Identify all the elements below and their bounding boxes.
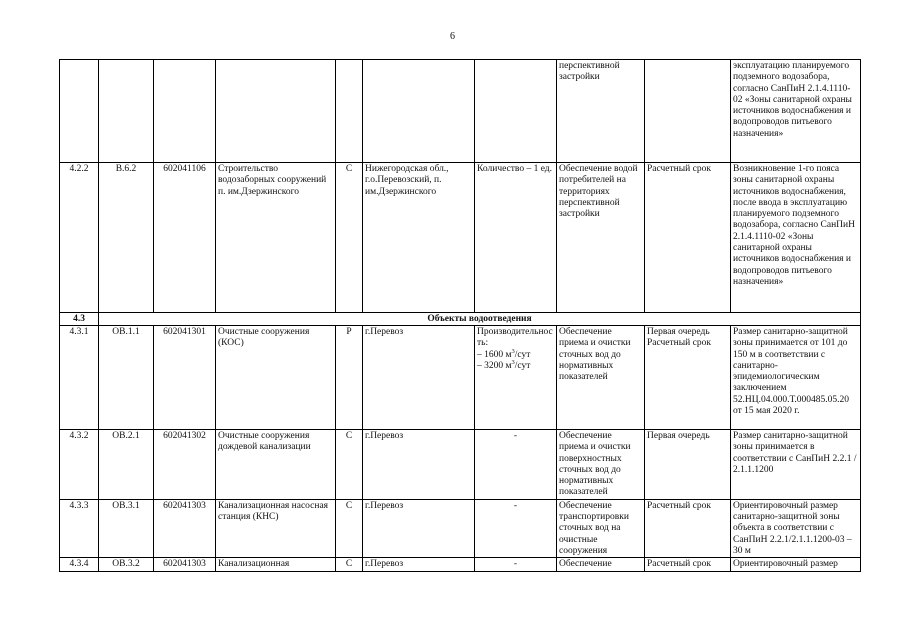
cell-status: Р (336, 326, 363, 430)
cell-reg-code: 602041106 (154, 163, 216, 313)
cell-code: В.6.2 (99, 163, 154, 313)
cell-code: ОВ.3.1 (99, 499, 154, 557)
cell-location: г.Перевоз (363, 326, 475, 430)
cell-location (363, 60, 475, 163)
cell-capacity: - (475, 558, 557, 571)
capacity-value: – 3200 $м^3$/сут (477, 358, 531, 371)
cell-capacity: Количество – 1 ед. (475, 163, 557, 313)
section-row (60, 313, 861, 326)
cell-capacity (475, 60, 557, 163)
cell-purpose: перспективной застройки (557, 60, 645, 163)
cell-reg-code: 602041303 (154, 558, 216, 571)
cell-num: 4.3.2 (60, 430, 99, 500)
cell-name: Очистные сооружения (КОС) (216, 326, 336, 430)
cell-reg-code (154, 60, 216, 163)
section-number: 4.3 (60, 313, 99, 326)
cell-notes: Возникновение 1-го пояса зоны санитарной охраны источников водоснабжения, после ввода в эксплуатацию планируемого подземного водозабора, согласно СанПиН 2.1.4.1110-02 «Зоны санитарной охраны источников водоснабжения и водопроводов питьевого назначения» (731, 163, 861, 313)
cell-num: 4.3.3 (60, 499, 99, 557)
cell-code: ОВ.3.2 (99, 558, 154, 571)
cell-stage: Расчетный срок (645, 499, 731, 557)
table-row (60, 326, 861, 430)
cell-code: ОВ.2.1 (99, 430, 154, 500)
cell-notes: Ориентировочный размер санитарно-защитной зоны объекта в соответствии с СанПиН 2.2.1/2.1.1.1200-03 – 30 м (731, 499, 861, 557)
cell-purpose: Обеспечение приема и очистки сточных вод до нормативных показателей (557, 326, 645, 430)
cell-num: 4.2.2 (60, 163, 99, 313)
cell-stage: Расчетный срок (645, 558, 731, 571)
cell-notes: эксплуатацию планируемого подземного водозабора, согласно СанПиН 2.1.4.1110-02 «Зоны санитарной охраны источников водоснабжения и водопроводов питьевого назначения» (731, 60, 861, 163)
cell-name: Канализационная насосная станция (КНС) (216, 499, 336, 557)
page-number: 6 (450, 31, 455, 42)
cell-stage (645, 60, 731, 163)
cell-notes: Размер санитарно-защитной зоны принимается в соответствии с СанПиН 2.2.1 / 2.1.1.1200 (731, 430, 861, 500)
cell-location: Нижегородская обл., г.о.Перевозский, п. им.Дзержинского (363, 163, 475, 313)
cell-name: Канализационная (216, 558, 336, 571)
section-title: Объекты водоотведения (99, 313, 861, 326)
cell-num: 4.3.4 (60, 558, 99, 571)
cell-status: С (336, 558, 363, 571)
cell-stage: Расчетный срок (645, 163, 731, 313)
capacity-heading: Производительность: (477, 327, 553, 349)
cell-name (216, 60, 336, 163)
cell-purpose: Обеспечение (557, 558, 645, 571)
cell-name: Очистные сооружения дождевой канализации (216, 430, 336, 500)
cell-reg-code: 602041301 (154, 326, 216, 430)
cell-purpose: Обеспечение транспортировки сточных вод на очистные сооружения (557, 499, 645, 557)
cell-code (99, 60, 154, 163)
table-row (60, 430, 861, 500)
cell-notes: Размер санитарно-защитной зоны принимается от 101 до 150 м в соответствии с санитарно-эпидемиологическим заключением 52.НЦ.04.000.Т.000485.05.20 от 15 мая 2020 г. (731, 326, 861, 430)
cell-reg-code: 602041303 (154, 499, 216, 557)
table-row (60, 60, 861, 163)
cell-status: С (336, 430, 363, 500)
cell-capacity (475, 326, 557, 430)
cell-reg-code: 602041302 (154, 430, 216, 500)
cell-stage: Первая очередь (645, 430, 731, 500)
cell-location: г.Перевоз (363, 499, 475, 557)
cell-capacity: - (475, 499, 557, 557)
cell-location: г.Перевоз (363, 430, 475, 500)
cell-status: С (336, 499, 363, 557)
cell-num: 4.3.1 (60, 326, 99, 430)
objects-table (59, 59, 861, 572)
cell-purpose: Обеспечение приема и очистки поверхностных сточных вод до нормативных показателей (557, 430, 645, 500)
cell-location: г.Перевоз (363, 558, 475, 571)
cell-capacity: - (475, 430, 557, 500)
cell-stage: Первая очередь Расчетный срок (645, 326, 731, 430)
table-row (60, 163, 861, 313)
cell-purpose: Обеспечение водой потребителей на территориях перспективной застройки (557, 163, 645, 313)
table-row (60, 558, 861, 571)
cell-status (336, 60, 363, 163)
cell-status: С (336, 163, 363, 313)
table-row (60, 499, 861, 557)
cell-code: ОВ.1.1 (99, 326, 154, 430)
cell-num (60, 60, 99, 163)
cell-name: Строительство водозаборных сооружений п. им.Дзержинского (216, 163, 336, 313)
capacity-value: – 1600 $м^3$/сут (477, 347, 531, 360)
cell-notes: Ориентировочный размер (731, 558, 861, 571)
